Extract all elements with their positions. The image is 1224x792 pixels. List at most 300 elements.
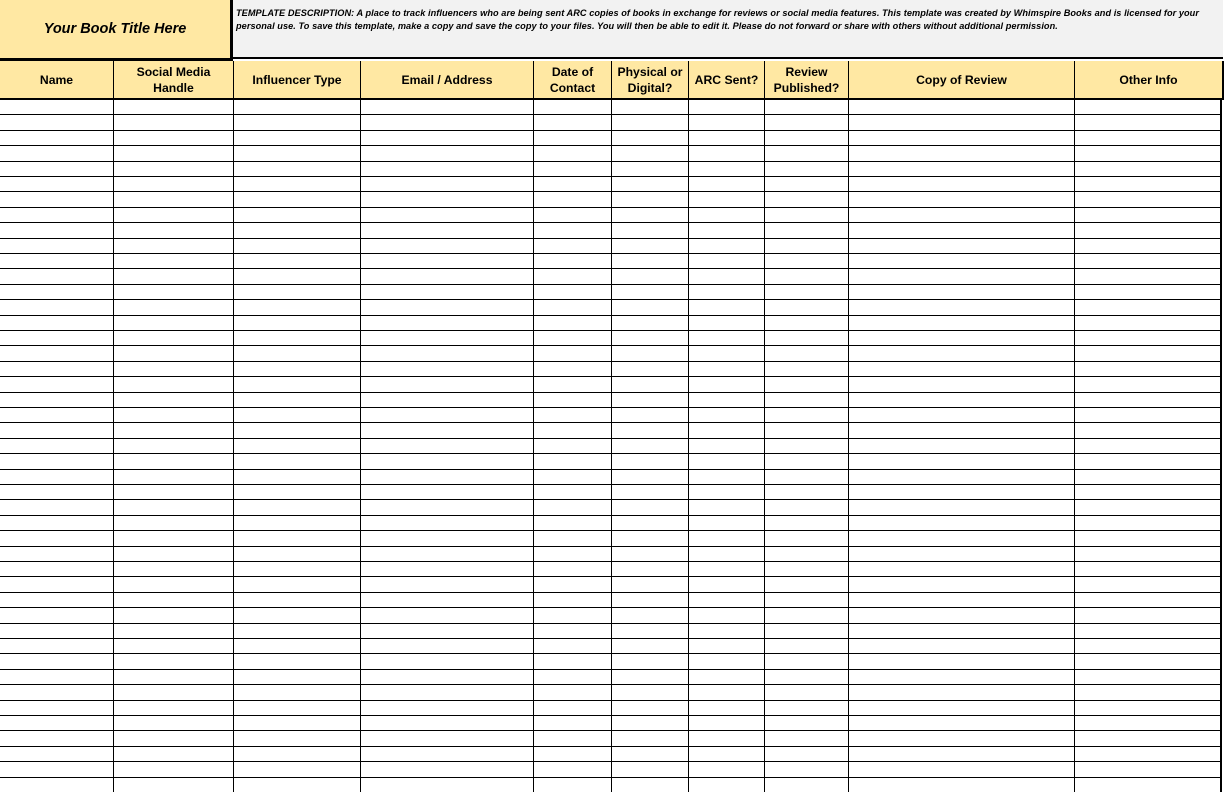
cell-name[interactable] [0, 624, 114, 638]
cell-social-media-handle[interactable] [114, 670, 234, 684]
cell-other-info[interactable] [1075, 162, 1222, 176]
cell-review-published[interactable] [765, 316, 849, 330]
cell-other-info[interactable] [1075, 285, 1222, 299]
cell-date-of-contact[interactable] [534, 593, 612, 607]
cell-name[interactable] [0, 331, 114, 345]
cell-copy-of-review[interactable] [849, 731, 1075, 745]
cell-arc-sent[interactable] [689, 331, 765, 345]
cell-other-info[interactable] [1075, 100, 1222, 114]
cell-physical-or-digital[interactable] [612, 423, 689, 437]
cell-influencer-type[interactable] [234, 778, 361, 792]
cell-name[interactable] [0, 670, 114, 684]
cell-arc-sent[interactable] [689, 778, 765, 792]
cell-other-info[interactable] [1075, 362, 1222, 376]
cell-email-address[interactable] [361, 131, 534, 145]
cell-influencer-type[interactable] [234, 500, 361, 514]
cell-physical-or-digital[interactable] [612, 639, 689, 653]
cell-physical-or-digital[interactable] [612, 223, 689, 237]
cell-copy-of-review[interactable] [849, 562, 1075, 576]
cell-physical-or-digital[interactable] [612, 670, 689, 684]
cell-other-info[interactable] [1075, 762, 1222, 776]
cell-social-media-handle[interactable] [114, 346, 234, 360]
cell-copy-of-review[interactable] [849, 131, 1075, 145]
cell-other-info[interactable] [1075, 393, 1222, 407]
cell-social-media-handle[interactable] [114, 331, 234, 345]
cell-other-info[interactable] [1075, 239, 1222, 253]
cell-date-of-contact[interactable] [534, 162, 612, 176]
cell-email-address[interactable] [361, 162, 534, 176]
cell-copy-of-review[interactable] [849, 269, 1075, 283]
header-review-published[interactable] [765, 61, 849, 98]
cell-physical-or-digital[interactable] [612, 115, 689, 129]
cell-email-address[interactable] [361, 223, 534, 237]
cell-physical-or-digital[interactable] [612, 162, 689, 176]
cell-social-media-handle[interactable] [114, 408, 234, 422]
cell-email-address[interactable] [361, 100, 534, 114]
cell-arc-sent[interactable] [689, 562, 765, 576]
cell-other-info[interactable] [1075, 454, 1222, 468]
cell-review-published[interactable] [765, 377, 849, 391]
cell-social-media-handle[interactable] [114, 500, 234, 514]
cell-date-of-contact[interactable] [534, 762, 612, 776]
cell-copy-of-review[interactable] [849, 716, 1075, 730]
cell-arc-sent[interactable] [689, 285, 765, 299]
cell-review-published[interactable] [765, 285, 849, 299]
cell-review-published[interactable] [765, 747, 849, 761]
cell-review-published[interactable] [765, 192, 849, 206]
cell-other-info[interactable] [1075, 377, 1222, 391]
cell-date-of-contact[interactable] [534, 269, 612, 283]
cell-influencer-type[interactable] [234, 701, 361, 715]
cell-email-address[interactable] [361, 778, 534, 792]
cell-name[interactable] [0, 362, 114, 376]
cell-other-info[interactable] [1075, 562, 1222, 576]
cell-arc-sent[interactable] [689, 701, 765, 715]
cell-social-media-handle[interactable] [114, 177, 234, 191]
cell-arc-sent[interactable] [689, 731, 765, 745]
cell-physical-or-digital[interactable] [612, 300, 689, 314]
cell-name[interactable] [0, 716, 114, 730]
cell-date-of-contact[interactable] [534, 470, 612, 484]
cell-review-published[interactable] [765, 131, 849, 145]
cell-physical-or-digital[interactable] [612, 731, 689, 745]
cell-name[interactable] [0, 608, 114, 622]
cell-review-published[interactable] [765, 115, 849, 129]
cell-other-info[interactable] [1075, 316, 1222, 330]
cell-email-address[interactable] [361, 239, 534, 253]
cell-arc-sent[interactable] [689, 747, 765, 761]
cell-social-media-handle[interactable] [114, 731, 234, 745]
cell-arc-sent[interactable] [689, 654, 765, 668]
cell-email-address[interactable] [361, 254, 534, 268]
cell-name[interactable] [0, 454, 114, 468]
cell-email-address[interactable] [361, 531, 534, 545]
cell-physical-or-digital[interactable] [612, 454, 689, 468]
cell-date-of-contact[interactable] [534, 408, 612, 422]
cell-social-media-handle[interactable] [114, 608, 234, 622]
cell-influencer-type[interactable] [234, 223, 361, 237]
cell-review-published[interactable] [765, 624, 849, 638]
cell-influencer-type[interactable] [234, 208, 361, 222]
cell-arc-sent[interactable] [689, 454, 765, 468]
cell-copy-of-review[interactable] [849, 439, 1075, 453]
cell-influencer-type[interactable] [234, 192, 361, 206]
cell-influencer-type[interactable] [234, 423, 361, 437]
cell-date-of-contact[interactable] [534, 701, 612, 715]
cell-email-address[interactable] [361, 562, 534, 576]
cell-physical-or-digital[interactable] [612, 208, 689, 222]
cell-email-address[interactable] [361, 316, 534, 330]
cell-social-media-handle[interactable] [114, 316, 234, 330]
cell-review-published[interactable] [765, 485, 849, 499]
cell-other-info[interactable] [1075, 608, 1222, 622]
cell-copy-of-review[interactable] [849, 223, 1075, 237]
cell-email-address[interactable] [361, 685, 534, 699]
cell-date-of-contact[interactable] [534, 778, 612, 792]
cell-review-published[interactable] [765, 670, 849, 684]
cell-influencer-type[interactable] [234, 239, 361, 253]
cell-physical-or-digital[interactable] [612, 716, 689, 730]
cell-date-of-contact[interactable] [534, 146, 612, 160]
cell-other-info[interactable] [1075, 485, 1222, 499]
header-copy-of-review[interactable] [849, 61, 1075, 98]
cell-social-media-handle[interactable] [114, 115, 234, 129]
cell-other-info[interactable] [1075, 701, 1222, 715]
cell-name[interactable] [0, 701, 114, 715]
cell-date-of-contact[interactable] [534, 454, 612, 468]
cell-date-of-contact[interactable] [534, 239, 612, 253]
cell-other-info[interactable] [1075, 192, 1222, 206]
cell-physical-or-digital[interactable] [612, 362, 689, 376]
cell-date-of-contact[interactable] [534, 516, 612, 530]
cell-influencer-type[interactable] [234, 285, 361, 299]
cell-other-info[interactable] [1075, 439, 1222, 453]
cell-copy-of-review[interactable] [849, 593, 1075, 607]
cell-email-address[interactable] [361, 208, 534, 222]
cell-date-of-contact[interactable] [534, 731, 612, 745]
cell-arc-sent[interactable] [689, 670, 765, 684]
cell-date-of-contact[interactable] [534, 316, 612, 330]
cell-social-media-handle[interactable] [114, 516, 234, 530]
cell-arc-sent[interactable] [689, 269, 765, 283]
cell-social-media-handle[interactable] [114, 208, 234, 222]
cell-copy-of-review[interactable] [849, 762, 1075, 776]
cell-review-published[interactable] [765, 177, 849, 191]
cell-date-of-contact[interactable] [534, 131, 612, 145]
cell-physical-or-digital[interactable] [612, 192, 689, 206]
cell-copy-of-review[interactable] [849, 316, 1075, 330]
cell-review-published[interactable] [765, 762, 849, 776]
cell-physical-or-digital[interactable] [612, 408, 689, 422]
cell-influencer-type[interactable] [234, 331, 361, 345]
cell-influencer-type[interactable] [234, 670, 361, 684]
cell-name[interactable] [0, 562, 114, 576]
cell-arc-sent[interactable] [689, 624, 765, 638]
cell-social-media-handle[interactable] [114, 269, 234, 283]
cell-influencer-type[interactable] [234, 639, 361, 653]
cell-email-address[interactable] [361, 731, 534, 745]
cell-copy-of-review[interactable] [849, 146, 1075, 160]
cell-other-info[interactable] [1075, 223, 1222, 237]
cell-name[interactable] [0, 470, 114, 484]
cell-arc-sent[interactable] [689, 162, 765, 176]
cell-copy-of-review[interactable] [849, 485, 1075, 499]
cell-copy-of-review[interactable] [849, 778, 1075, 792]
cell-name[interactable] [0, 239, 114, 253]
cell-other-info[interactable] [1075, 269, 1222, 283]
cell-influencer-type[interactable] [234, 377, 361, 391]
cell-other-info[interactable] [1075, 731, 1222, 745]
header-social-media-handle[interactable] [114, 61, 234, 98]
cell-social-media-handle[interactable] [114, 300, 234, 314]
cell-review-published[interactable] [765, 223, 849, 237]
cell-review-published[interactable] [765, 208, 849, 222]
cell-copy-of-review[interactable] [849, 608, 1075, 622]
cell-other-info[interactable] [1075, 593, 1222, 607]
cell-physical-or-digital[interactable] [612, 393, 689, 407]
cell-review-published[interactable] [765, 162, 849, 176]
cell-social-media-handle[interactable] [114, 747, 234, 761]
cell-email-address[interactable] [361, 285, 534, 299]
cell-arc-sent[interactable] [689, 577, 765, 591]
cell-date-of-contact[interactable] [534, 115, 612, 129]
cell-physical-or-digital[interactable] [612, 254, 689, 268]
cell-physical-or-digital[interactable] [612, 701, 689, 715]
cell-influencer-type[interactable] [234, 131, 361, 145]
cell-copy-of-review[interactable] [849, 362, 1075, 376]
cell-other-info[interactable] [1075, 331, 1222, 345]
cell-name[interactable] [0, 192, 114, 206]
cell-influencer-type[interactable] [234, 577, 361, 591]
cell-review-published[interactable] [765, 454, 849, 468]
cell-email-address[interactable] [361, 377, 534, 391]
cell-name[interactable] [0, 485, 114, 499]
cell-review-published[interactable] [765, 269, 849, 283]
cell-influencer-type[interactable] [234, 362, 361, 376]
cell-email-address[interactable] [361, 747, 534, 761]
cell-physical-or-digital[interactable] [612, 146, 689, 160]
cell-date-of-contact[interactable] [534, 716, 612, 730]
cell-review-published[interactable] [765, 562, 849, 576]
cell-physical-or-digital[interactable] [612, 331, 689, 345]
cell-physical-or-digital[interactable] [612, 624, 689, 638]
cell-name[interactable] [0, 393, 114, 407]
cell-social-media-handle[interactable] [114, 439, 234, 453]
cell-review-published[interactable] [765, 408, 849, 422]
cell-date-of-contact[interactable] [534, 608, 612, 622]
cell-review-published[interactable] [765, 639, 849, 653]
cell-email-address[interactable] [361, 701, 534, 715]
cell-other-info[interactable] [1075, 639, 1222, 653]
cell-review-published[interactable] [765, 254, 849, 268]
cell-copy-of-review[interactable] [849, 177, 1075, 191]
cell-physical-or-digital[interactable] [612, 177, 689, 191]
cell-review-published[interactable] [765, 100, 849, 114]
cell-name[interactable] [0, 146, 114, 160]
cell-email-address[interactable] [361, 624, 534, 638]
cell-copy-of-review[interactable] [849, 162, 1075, 176]
cell-arc-sent[interactable] [689, 192, 765, 206]
cell-date-of-contact[interactable] [534, 531, 612, 545]
cell-other-info[interactable] [1075, 500, 1222, 514]
cell-physical-or-digital[interactable] [612, 131, 689, 145]
cell-email-address[interactable] [361, 331, 534, 345]
cell-social-media-handle[interactable] [114, 100, 234, 114]
cell-review-published[interactable] [765, 516, 849, 530]
cell-copy-of-review[interactable] [849, 346, 1075, 360]
cell-copy-of-review[interactable] [849, 408, 1075, 422]
cell-review-published[interactable] [765, 593, 849, 607]
cell-arc-sent[interactable] [689, 208, 765, 222]
cell-name[interactable] [0, 500, 114, 514]
cell-arc-sent[interactable] [689, 516, 765, 530]
cell-arc-sent[interactable] [689, 131, 765, 145]
cell-copy-of-review[interactable] [849, 577, 1075, 591]
cell-physical-or-digital[interactable] [612, 685, 689, 699]
cell-arc-sent[interactable] [689, 423, 765, 437]
cell-social-media-handle[interactable] [114, 593, 234, 607]
cell-email-address[interactable] [361, 177, 534, 191]
cell-email-address[interactable] [361, 485, 534, 499]
cell-influencer-type[interactable] [234, 300, 361, 314]
cell-influencer-type[interactable] [234, 177, 361, 191]
cell-physical-or-digital[interactable] [612, 269, 689, 283]
cell-arc-sent[interactable] [689, 177, 765, 191]
cell-influencer-type[interactable] [234, 731, 361, 745]
cell-influencer-type[interactable] [234, 115, 361, 129]
cell-other-info[interactable] [1075, 177, 1222, 191]
cell-influencer-type[interactable] [234, 747, 361, 761]
cell-review-published[interactable] [765, 701, 849, 715]
cell-other-info[interactable] [1075, 654, 1222, 668]
cell-name[interactable] [0, 654, 114, 668]
cell-arc-sent[interactable] [689, 100, 765, 114]
cell-copy-of-review[interactable] [849, 531, 1075, 545]
cell-social-media-handle[interactable] [114, 531, 234, 545]
cell-name[interactable] [0, 639, 114, 653]
cell-arc-sent[interactable] [689, 254, 765, 268]
cell-name[interactable] [0, 408, 114, 422]
cell-name[interactable] [0, 223, 114, 237]
cell-review-published[interactable] [765, 577, 849, 591]
cell-influencer-type[interactable] [234, 654, 361, 668]
cell-name[interactable] [0, 177, 114, 191]
cell-copy-of-review[interactable] [849, 701, 1075, 715]
cell-review-published[interactable] [765, 608, 849, 622]
cell-arc-sent[interactable] [689, 146, 765, 160]
cell-social-media-handle[interactable] [114, 223, 234, 237]
cell-arc-sent[interactable] [689, 639, 765, 653]
cell-physical-or-digital[interactable] [612, 778, 689, 792]
cell-copy-of-review[interactable] [849, 423, 1075, 437]
cell-other-info[interactable] [1075, 685, 1222, 699]
cell-name[interactable] [0, 516, 114, 530]
cell-social-media-handle[interactable] [114, 254, 234, 268]
cell-name[interactable] [0, 208, 114, 222]
cell-arc-sent[interactable] [689, 716, 765, 730]
cell-social-media-handle[interactable] [114, 423, 234, 437]
cell-arc-sent[interactable] [689, 531, 765, 545]
cell-email-address[interactable] [361, 269, 534, 283]
cell-copy-of-review[interactable] [849, 331, 1075, 345]
cell-arc-sent[interactable] [689, 608, 765, 622]
cell-social-media-handle[interactable] [114, 716, 234, 730]
cell-influencer-type[interactable] [234, 100, 361, 114]
cell-other-info[interactable] [1075, 516, 1222, 530]
cell-arc-sent[interactable] [689, 239, 765, 253]
cell-arc-sent[interactable] [689, 485, 765, 499]
cell-date-of-contact[interactable] [534, 177, 612, 191]
cell-date-of-contact[interactable] [534, 100, 612, 114]
cell-influencer-type[interactable] [234, 547, 361, 561]
cell-influencer-type[interactable] [234, 346, 361, 360]
cell-other-info[interactable] [1075, 577, 1222, 591]
cell-influencer-type[interactable] [234, 454, 361, 468]
cell-name[interactable] [0, 547, 114, 561]
cell-arc-sent[interactable] [689, 408, 765, 422]
cell-copy-of-review[interactable] [849, 115, 1075, 129]
header-other-info[interactable] [1075, 61, 1224, 98]
cell-physical-or-digital[interactable] [612, 346, 689, 360]
cell-name[interactable] [0, 254, 114, 268]
cell-copy-of-review[interactable] [849, 377, 1075, 391]
cell-email-address[interactable] [361, 654, 534, 668]
cell-email-address[interactable] [361, 408, 534, 422]
cell-social-media-handle[interactable] [114, 547, 234, 561]
cell-name[interactable] [0, 685, 114, 699]
cell-social-media-handle[interactable] [114, 485, 234, 499]
cell-date-of-contact[interactable] [534, 331, 612, 345]
cell-copy-of-review[interactable] [849, 454, 1075, 468]
cell-email-address[interactable] [361, 192, 534, 206]
cell-name[interactable] [0, 300, 114, 314]
cell-social-media-handle[interactable] [114, 577, 234, 591]
cell-email-address[interactable] [361, 593, 534, 607]
cell-email-address[interactable] [361, 146, 534, 160]
cell-physical-or-digital[interactable] [612, 485, 689, 499]
cell-copy-of-review[interactable] [849, 500, 1075, 514]
cell-date-of-contact[interactable] [534, 624, 612, 638]
cell-physical-or-digital[interactable] [612, 500, 689, 514]
cell-review-published[interactable] [765, 346, 849, 360]
cell-date-of-contact[interactable] [534, 485, 612, 499]
cell-influencer-type[interactable] [234, 716, 361, 730]
cell-review-published[interactable] [765, 146, 849, 160]
cell-copy-of-review[interactable] [849, 639, 1075, 653]
cell-name[interactable] [0, 269, 114, 283]
cell-social-media-handle[interactable] [114, 454, 234, 468]
cell-email-address[interactable] [361, 346, 534, 360]
cell-review-published[interactable] [765, 531, 849, 545]
cell-email-address[interactable] [361, 423, 534, 437]
cell-social-media-handle[interactable] [114, 624, 234, 638]
cell-physical-or-digital[interactable] [612, 239, 689, 253]
header-physical-or-digital[interactable] [612, 61, 689, 98]
header-date-of-contact[interactable] [534, 61, 612, 98]
cell-copy-of-review[interactable] [849, 285, 1075, 299]
cell-physical-or-digital[interactable] [612, 100, 689, 114]
cell-influencer-type[interactable] [234, 685, 361, 699]
cell-copy-of-review[interactable] [849, 192, 1075, 206]
cell-copy-of-review[interactable] [849, 624, 1075, 638]
cell-review-published[interactable] [765, 331, 849, 345]
cell-name[interactable] [0, 377, 114, 391]
cell-physical-or-digital[interactable] [612, 516, 689, 530]
cell-social-media-handle[interactable] [114, 778, 234, 792]
template-description-cell[interactable] [233, 0, 1223, 59]
cell-influencer-type[interactable] [234, 408, 361, 422]
cell-physical-or-digital[interactable] [612, 285, 689, 299]
